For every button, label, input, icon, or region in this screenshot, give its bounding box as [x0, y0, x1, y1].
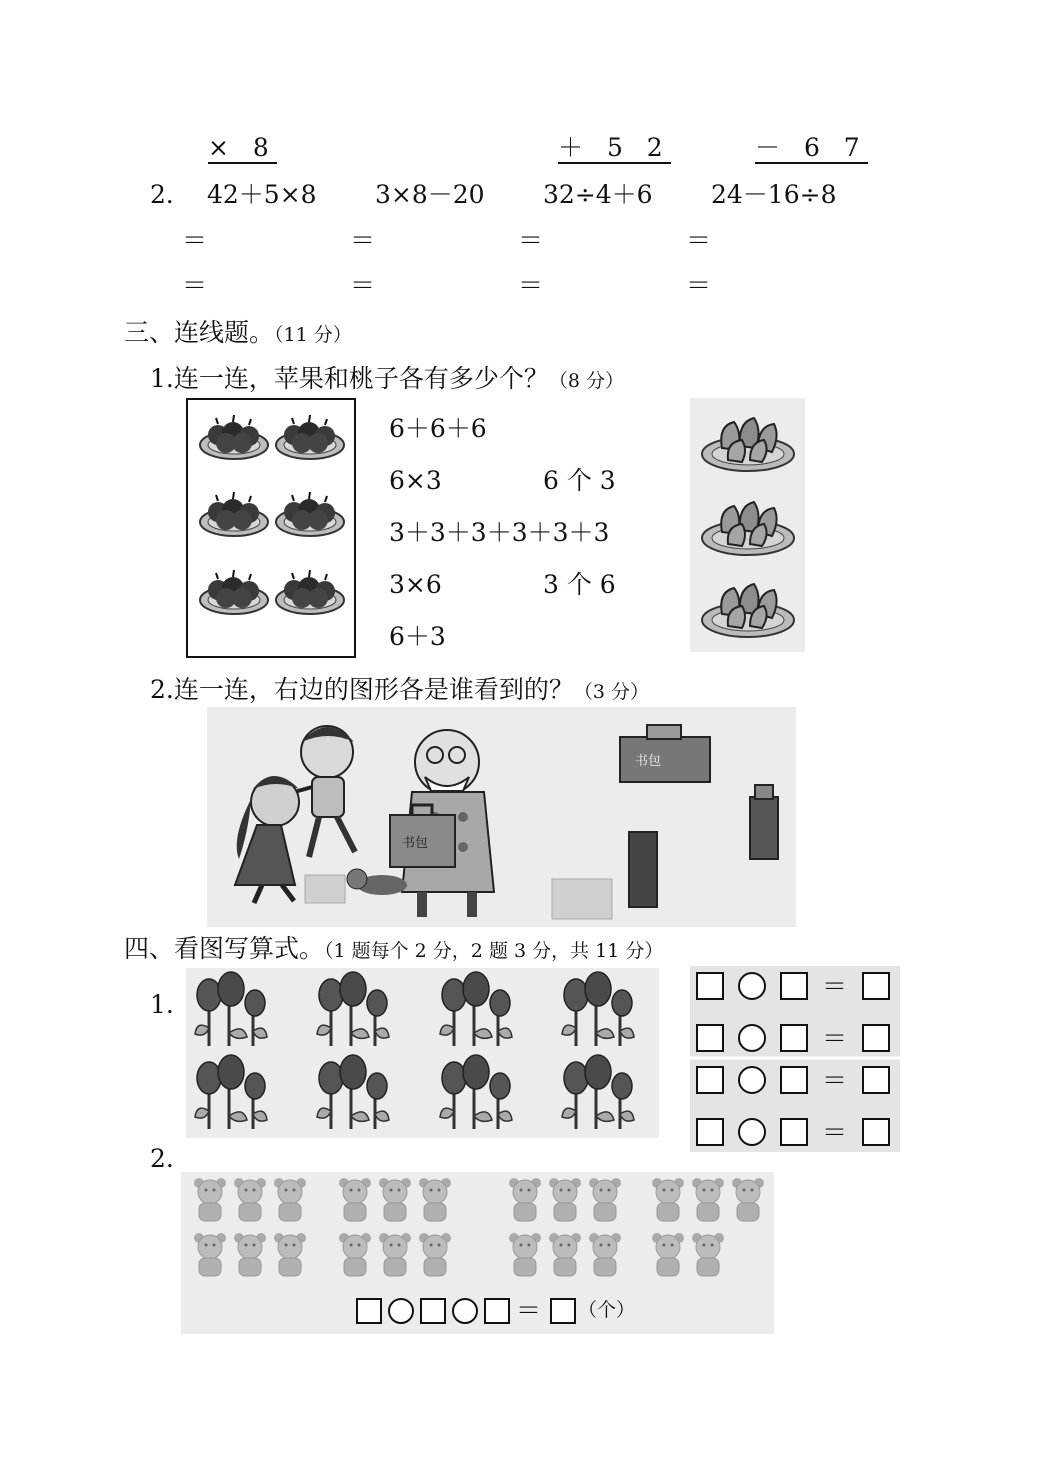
- operator-circle[interactable]: [388, 1298, 414, 1324]
- bag-label: 书包: [402, 836, 429, 851]
- equation-row-bears: [356, 1298, 656, 1326]
- expression-option[interactable]: 3×6: [389, 570, 442, 599]
- answer-box[interactable]: [780, 1118, 808, 1146]
- answer-box[interactable]: [696, 1024, 724, 1052]
- section3-title: 三、连线题。（11 分）: [124, 318, 352, 347]
- expression-option[interactable]: 6＋3: [389, 622, 446, 651]
- q2-expression: 24－16÷8: [711, 180, 837, 209]
- answer-box[interactable]: [862, 1118, 890, 1146]
- answer-box[interactable]: [484, 1298, 510, 1324]
- equals-sign: ＝: [822, 1118, 848, 1147]
- q2-expression: 42＋5×8: [207, 180, 317, 209]
- operator-circle[interactable]: [738, 1024, 766, 1052]
- equals-sign: ＝: [182, 271, 208, 300]
- flowers-image: [186, 968, 659, 1138]
- section3-q2-text: 2.连一连，右边的图形各是谁看到的？（3 分）: [150, 675, 649, 704]
- operator-circle[interactable]: [738, 972, 766, 1000]
- answer-box[interactable]: [696, 1118, 724, 1146]
- answer-box[interactable]: [550, 1298, 576, 1324]
- expression-option[interactable]: 6×3: [389, 466, 442, 495]
- bag-label: 书包: [635, 754, 662, 769]
- section4-q2-label: 2.: [150, 1144, 174, 1173]
- answer-box[interactable]: [696, 972, 724, 1000]
- equals-sign: ＝: [822, 972, 848, 1001]
- q2-expression: 32÷4＋6: [543, 180, 653, 209]
- equals-sign: ＝: [822, 1024, 848, 1053]
- q2-label: 2．: [150, 180, 191, 209]
- equation-row: [696, 1118, 896, 1146]
- equals-sign: ＝: [516, 1296, 542, 1325]
- equals-sign: ＝: [686, 226, 712, 255]
- section4-title: 四、看图写算式。（1 题每个 2 分，2 题 3 分，共 11 分）: [124, 934, 664, 963]
- answer-box[interactable]: [420, 1298, 446, 1324]
- equals-sign: ＝: [350, 226, 376, 255]
- unit-label: （个）: [578, 1299, 636, 1321]
- equals-sign: ＝: [350, 271, 376, 300]
- equals-sign: ＝: [182, 226, 208, 255]
- vertical-op-2: ＋ 5 2: [558, 133, 671, 162]
- apple-plates-box: [186, 398, 356, 658]
- equation-row: [696, 972, 896, 1000]
- group-option[interactable]: 6 个 3: [543, 466, 616, 495]
- equals-sign: ＝: [518, 226, 544, 255]
- answer-box[interactable]: [780, 1066, 808, 1094]
- operator-circle[interactable]: [738, 1118, 766, 1146]
- operator-circle[interactable]: [452, 1298, 478, 1324]
- section3-q1-text: 1.连一连，苹果和桃子各有多少个？（8 分）: [150, 364, 624, 393]
- equals-sign: ＝: [822, 1066, 848, 1095]
- answer-box[interactable]: [862, 972, 890, 1000]
- operator-circle[interactable]: [738, 1066, 766, 1094]
- section4-q1-label: 1.: [150, 990, 174, 1019]
- characters-views-image: [207, 707, 796, 927]
- vertical-op-1: × 8: [208, 133, 277, 162]
- peach-plates-image: [690, 398, 805, 652]
- group-option[interactable]: 3 个 6: [543, 570, 616, 599]
- expression-option[interactable]: 3＋3＋3＋3＋3＋3: [389, 518, 610, 547]
- q2-expression: 3×8－20: [375, 180, 485, 209]
- answer-box[interactable]: [356, 1298, 382, 1324]
- answer-box[interactable]: [862, 1066, 890, 1094]
- expression-option[interactable]: 6＋6＋6: [389, 414, 487, 443]
- equals-sign: ＝: [686, 271, 712, 300]
- vertical-op-3: － 6 7: [755, 133, 868, 162]
- equals-sign: ＝: [518, 271, 544, 300]
- equation-row: [696, 1066, 896, 1094]
- answer-box[interactable]: [780, 972, 808, 1000]
- answer-box[interactable]: [862, 1024, 890, 1052]
- equation-row: [696, 1024, 896, 1052]
- answer-box[interactable]: [780, 1024, 808, 1052]
- answer-box[interactable]: [696, 1066, 724, 1094]
